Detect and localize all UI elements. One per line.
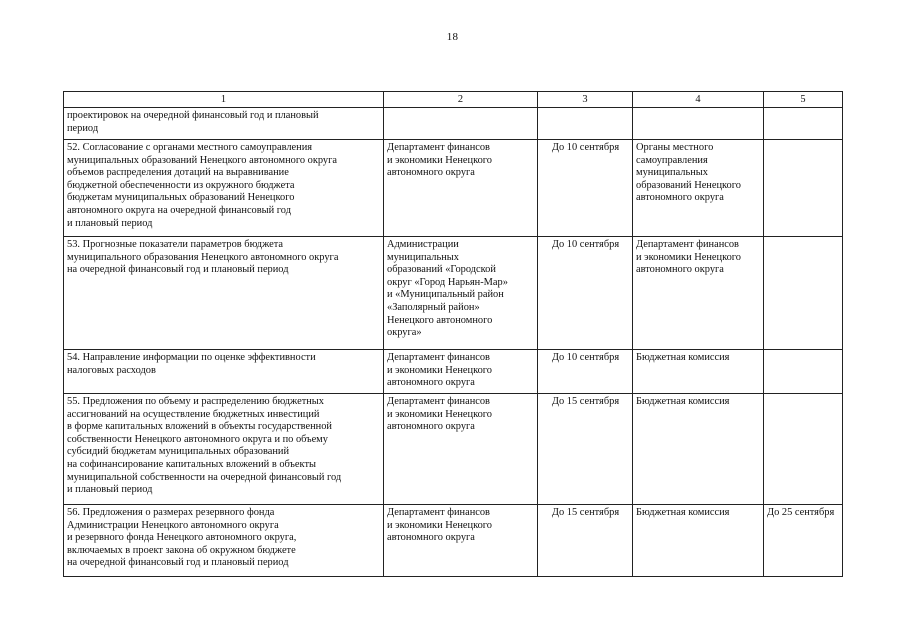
cell-text: 56. Предложения о размерах резервного фонда Администрации Ненецкого автономного округа и резервного фонда Ненецкого автономного округа, включаемых в проект закона об окружном бюджете на очередной финансовый год и плановый период <box>67 507 297 569</box>
row-deadline <box>538 505 633 577</box>
row-description <box>64 350 384 394</box>
row-final-deadline <box>764 350 843 394</box>
cell-text: До 10 сентября <box>551 142 620 153</box>
cell-text: Департамент финансов и экономики Ненецкого автономного округа <box>636 239 741 276</box>
cell-text: До 10 сентября <box>551 352 620 363</box>
row-responsible <box>384 394 538 505</box>
cell-text: Администрации муниципальных образований «Городской округ «Город Нарьян-Мар» и «Муниципальный район «Заполярный район» Ненецкого автономного округа» <box>387 239 508 339</box>
row-recipient <box>633 140 764 237</box>
row-deadline <box>538 108 633 140</box>
table-header-row <box>64 92 843 108</box>
row-description <box>64 505 384 577</box>
table-row <box>64 140 843 237</box>
column-header-3: 3 <box>538 92 633 108</box>
row-responsible <box>384 350 538 394</box>
row-deadline <box>538 394 633 505</box>
cell-text: До 25 сентября <box>767 507 835 518</box>
row-recipient <box>633 505 764 577</box>
cell-text: Департамент финансов и экономики Ненецкого автономного округа <box>387 396 492 433</box>
cell-text: Департамент финансов и экономики Ненецкого автономного округа <box>387 352 492 389</box>
cell-text: Бюджетная комиссия <box>636 507 730 518</box>
row-deadline <box>538 350 633 394</box>
cell-text: 54. Направление информации по оценке эффективности налоговых расходов <box>67 352 316 376</box>
row-responsible <box>384 108 538 140</box>
column-header-5: 5 <box>764 92 843 108</box>
row-deadline <box>538 140 633 237</box>
row-recipient <box>633 394 764 505</box>
column-header-2: 2 <box>384 92 538 108</box>
column-header-4: 4 <box>633 92 764 108</box>
cell-text: Департамент финансов и экономики Ненецкого автономного округа <box>387 142 492 179</box>
row-responsible <box>384 237 538 350</box>
row-final-deadline <box>764 140 843 237</box>
cell-text: 52. Согласование с органами местного самоуправления муниципальных образований Ненецкого автономного округа объемов распределения дотаций на выравнивание бюджетной обеспеченности из окружного бюджета бюджетам муниципальных образований Ненецкого автономного округа на очередной финансовый год и плановый период <box>67 142 337 229</box>
row-responsible <box>384 140 538 237</box>
row-deadline <box>538 237 633 350</box>
table-row <box>64 350 843 394</box>
row-recipient <box>633 108 764 140</box>
row-final-deadline <box>764 505 843 577</box>
row-description <box>64 140 384 237</box>
page-number: 18 <box>446 31 459 43</box>
schedule-table <box>63 91 843 577</box>
row-description <box>64 394 384 505</box>
cell-text: До 15 сентября <box>551 507 620 518</box>
row-description <box>64 108 384 140</box>
cell-text: Органы местного самоуправления муниципальных образований Ненецкого автономного округа <box>636 142 741 204</box>
row-recipient <box>633 237 764 350</box>
row-description <box>64 237 384 350</box>
cell-text: Бюджетная комиссия <box>636 396 730 407</box>
row-final-deadline <box>764 394 843 505</box>
row-final-deadline <box>764 237 843 350</box>
cell-text: До 10 сентября <box>551 239 620 250</box>
cell-text: Департамент финансов и экономики Ненецкого автономного округа <box>387 507 492 544</box>
row-final-deadline <box>764 108 843 140</box>
row-responsible <box>384 505 538 577</box>
row-recipient <box>633 350 764 394</box>
table-row <box>64 237 843 350</box>
cell-text: До 15 сентября <box>551 396 620 407</box>
cell-text: проектировок на очередной финансовый год и плановый период <box>67 110 319 134</box>
cell-text: 55. Предложения по объему и распределению бюджетных ассигнований на осуществление бюджетных инвестиций в форме капитальных вложений в объекты государственной собственности Ненецкого автономного округа и по объему субсидий бюджетам муниципальных образований на софинансирование капитальных вложений в объекты муниципальной собственности на очередной финансовый год и плановый период <box>67 396 342 496</box>
table-row <box>64 394 843 505</box>
table-row <box>64 505 843 577</box>
cell-text: Бюджетная комиссия <box>636 352 730 363</box>
table-row <box>64 108 843 140</box>
column-header-1: 1 <box>64 92 384 108</box>
cell-text: 53. Прогнозные показатели параметров бюджета муниципального образования Ненецкого автономного округа на очередной финансовый год и плановый период <box>67 239 339 276</box>
